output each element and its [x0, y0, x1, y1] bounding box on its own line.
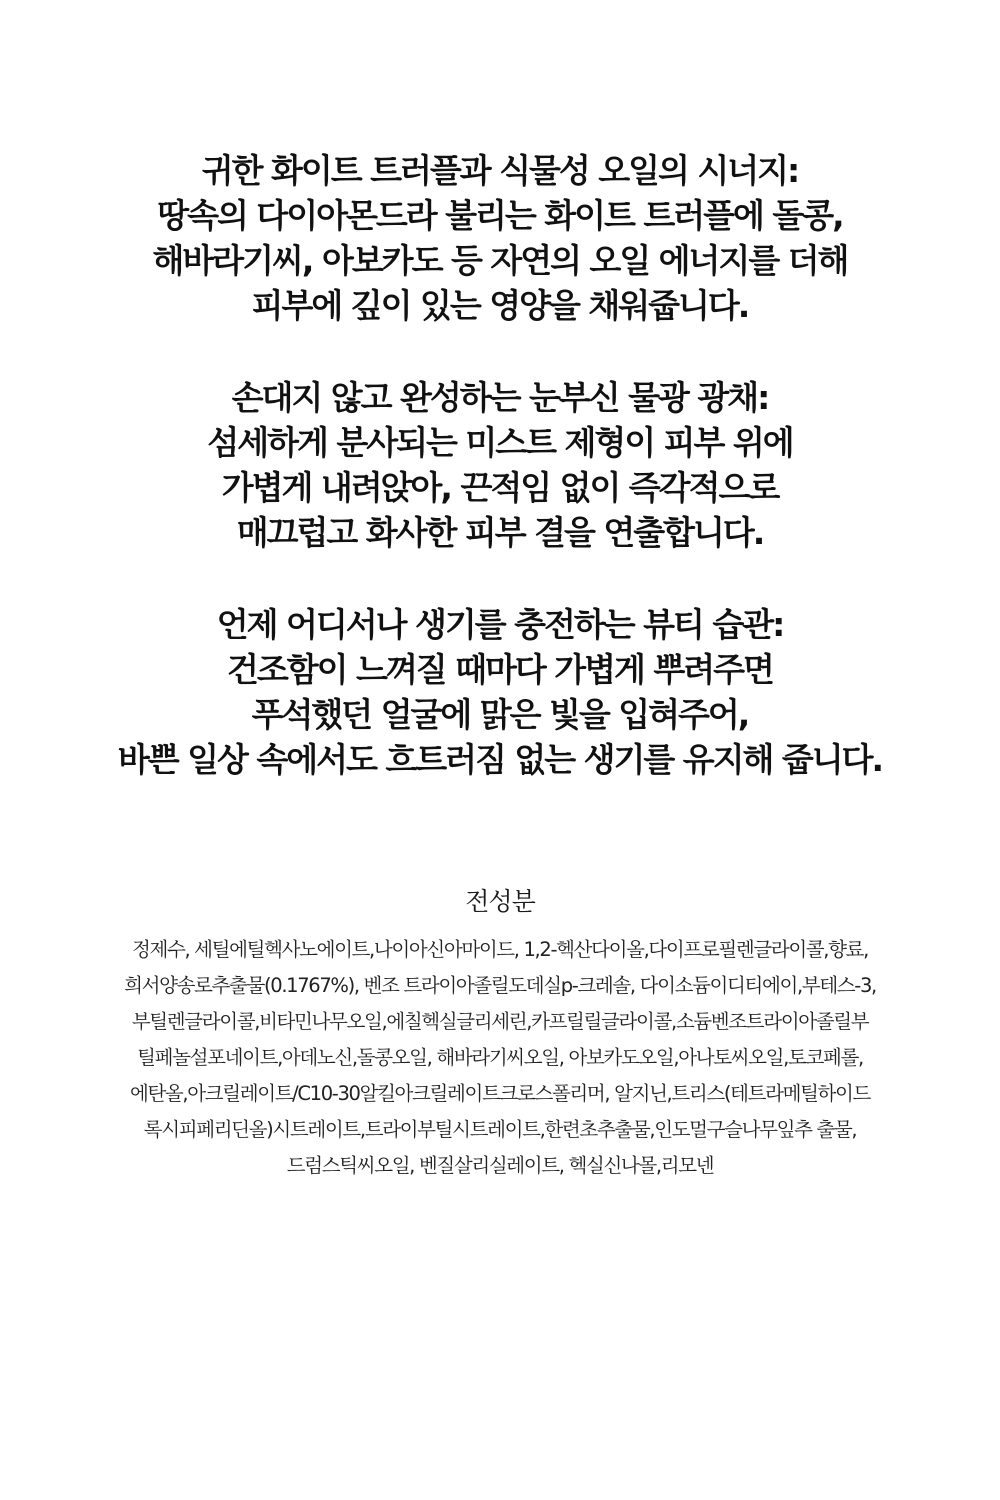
description-line: 언제 어디서나 생기를 충전하는 뷰티 습관:: [216, 605, 784, 644]
description-line: 손대지 않고 완성하는 눈부신 물광 광채:: [231, 378, 769, 417]
description-line: 바쁜 일상 속에서도 흐트러짐 없는 생기를 유지해 줍니다.: [117, 740, 883, 779]
ingredients-section: [0, 884, 1000, 1184]
ingredients-line: 록시피페리딘올)시트레이트,트라이부틸시트레이트,한련초추출물,인도멀구슬나무잎추 출물,: [143, 1118, 857, 1141]
ingredients-line: 희서양송로추출물(0.1767%), 벤조 트라이아졸릴도데실p-크레솔, 다이소듐이디티에이,부테스-3,: [124, 974, 876, 997]
description-paragraph-truffle-synergy: [0, 148, 1000, 328]
description-line: 푸석했던 얼굴에 맑은 빛을 입혀주어,: [251, 695, 749, 734]
ingredients-line: 틸페놀설포네이트,아데노신,돌콩오일, 해바라기씨오일, 아보카도오일,아나토씨오일,토코페롤,: [137, 1046, 863, 1069]
description-line: 땅속의 다이아몬드라 불리는 화이트 트러플에 돌콩,: [157, 196, 843, 235]
ingredients-line: 정제수, 세틸에틸헥사노에이트,나이아신아마이드, 1,2-헥산다이올,다이프로필렌글라이콜,향료,: [132, 938, 868, 961]
ingredients-line: 드럼스틱씨오일, 벤질살리실레이트, 헥실신나몰,리모넨: [286, 1154, 714, 1177]
ingredients-line: 부틸렌글라이콜,비타민나무오일,에칠헥실글리세린,카프릴릴글라이콜,소듐벤조트라이아졸릴부: [131, 1010, 869, 1033]
description-paragraph-glow-finish: [0, 375, 1000, 555]
description-line: 건조함이 느껴질 때마다 가볍게 뿌려주면: [227, 650, 773, 689]
description-line: 가볍게 내려앉아, 끈적임 없이 즉각적으로: [221, 468, 779, 507]
ingredients-title: 전성분: [465, 887, 535, 916]
description-line: 섬세하게 분사되는 미스트 제형이 피부 위에: [207, 423, 793, 462]
description-line: 피부에 깊이 있는 영양을 채워줍니다.: [251, 286, 749, 325]
product-description: [0, 148, 1000, 829]
description-line: 해바라기씨, 아보카도 등 자연의 오일 에너지를 더해: [152, 241, 848, 280]
description-line: 귀한 화이트 트러플과 식물성 오일의 시너지:: [201, 151, 799, 190]
description-line: 매끄럽고 화사한 피부 결을 연출합니다.: [236, 513, 764, 552]
description-paragraph-beauty-habit: [0, 602, 1000, 782]
ingredients-line: 에탄올,아크릴레이트/C10-30알킬아크릴레이트크로스폴리머, 알지닌,트리스(테트라메틸하이드: [129, 1082, 871, 1105]
